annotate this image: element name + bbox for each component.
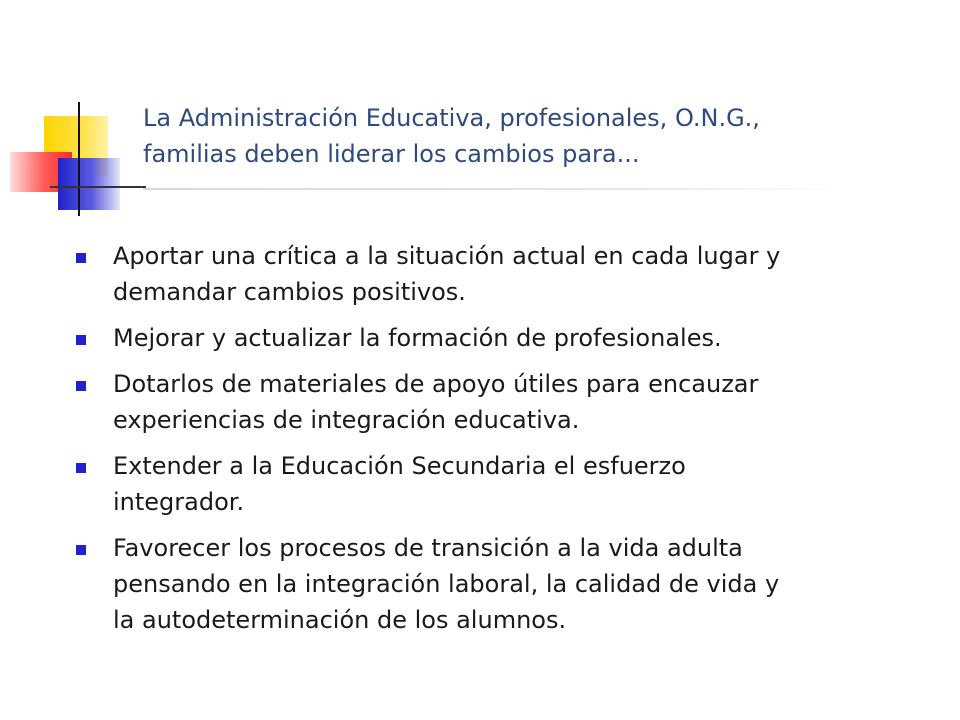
square-bullet-icon	[76, 335, 86, 345]
slide-title	[143, 100, 923, 172]
bullet-list	[76, 238, 936, 648]
square-bullet-icon	[76, 381, 86, 391]
bullet-line: pensando en la integración laboral, la calidad de vida y	[113, 570, 780, 598]
square-bullet-icon	[76, 253, 86, 263]
bullet-item	[76, 366, 936, 438]
logo-blue-square	[58, 158, 120, 210]
bullet-line: Mejorar y actualizar la formación de profesionales.	[113, 324, 722, 352]
bullet-line: integrador.	[113, 488, 245, 516]
title-line: La Administración Educativa, profesionales, O.N.G.,	[143, 104, 760, 132]
bullet-item	[76, 238, 936, 310]
title-line: familias deben liderar los cambios para...	[143, 140, 640, 168]
decorative-logo	[0, 0, 140, 220]
bullet-line: Dotarlos de materiales de apoyo útiles para encauzar	[113, 370, 759, 398]
bullet-line: la autodeterminación de los alumnos.	[113, 606, 567, 634]
logo-vertical-line	[78, 102, 80, 216]
bullet-line: Aportar una crítica a la situación actual en cada lugar y	[113, 242, 781, 270]
bullet-item	[76, 320, 936, 356]
bullet-item	[76, 448, 936, 520]
bullet-line: Extender a la Educación Secundaria el esfuerzo	[113, 452, 686, 480]
bullet-line: demandar cambios positivos.	[113, 278, 466, 306]
logo-horizontal-line	[50, 186, 146, 188]
title-divider	[143, 188, 843, 190]
square-bullet-icon	[76, 545, 86, 555]
bullet-line: experiencias de integración educativa.	[113, 406, 580, 434]
square-bullet-icon	[76, 463, 86, 473]
bullet-item	[76, 530, 936, 638]
bullet-line: Favorecer los procesos de transición a la vida adulta	[113, 534, 743, 562]
